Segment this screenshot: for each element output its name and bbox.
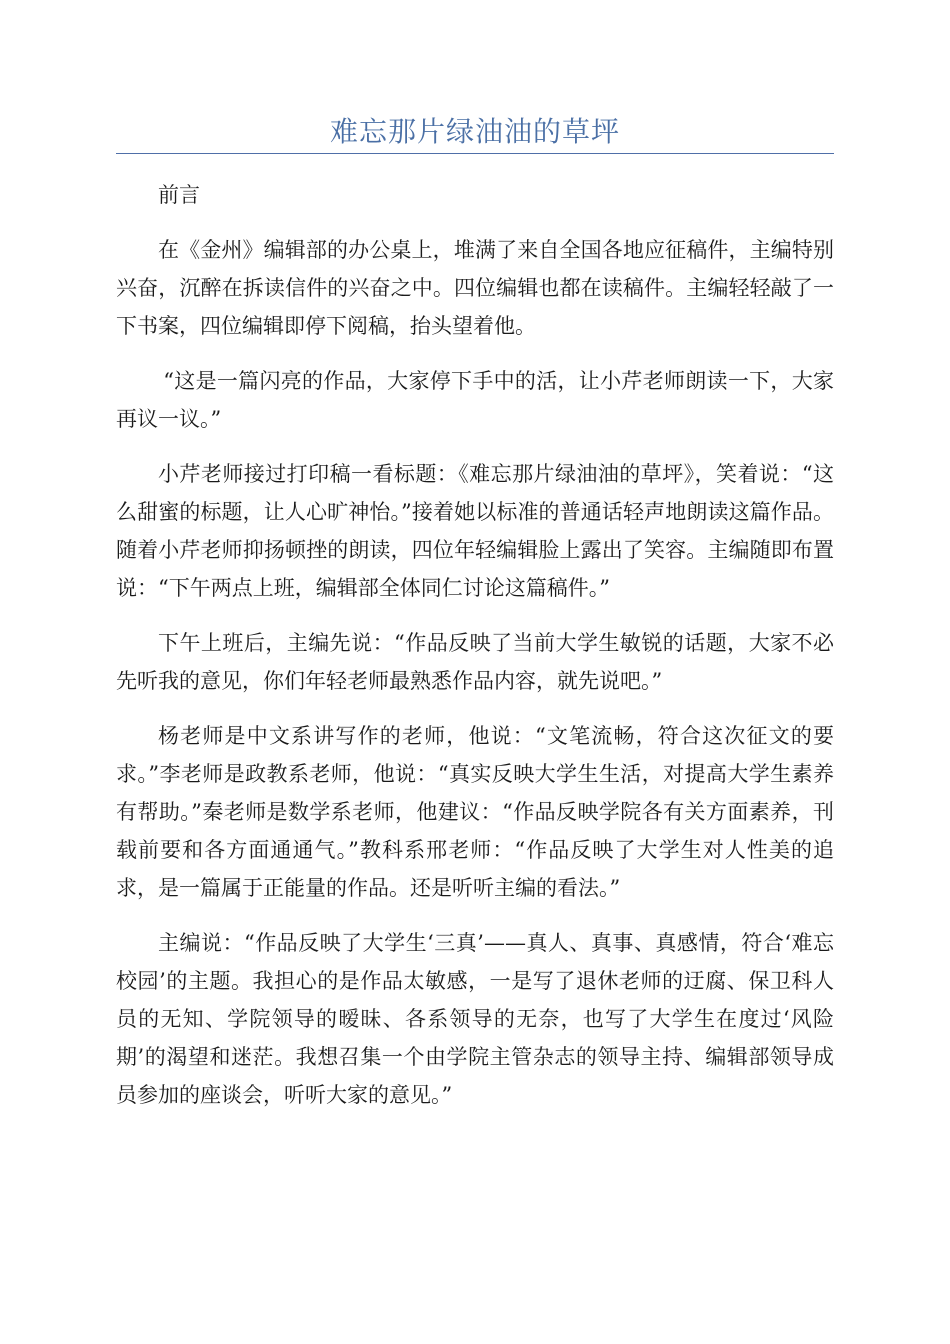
paragraph: “这是一篇闪亮的作品，大家停下手中的活，让小芹老师朗读一下，大家再议一议。” <box>116 369 834 431</box>
paragraph: 小芹老师接过打印稿一看标题：《难忘那片绿油油的草坪》，笑着说：“这么甜蜜的标题，让人心旷神怡。”接着她以标准的普通话轻声地朗读这篇作品。随着小芹老师抑扬顿挫的朗读，四位年轻编辑脸上露出了笑容。主编随即布置说：“下午两点上班，编辑部全体同仁讨论这篇稿件。” <box>116 462 834 600</box>
paragraph: 在《金州》编辑部的办公桌上，堆满了来自全国各地应征稿件，主编特别兴奋，沉醉在拆读信件的兴奋之中。四位编辑也都在读稿件。主编轻轻敲了一下书案，四位编辑即停下阅稿，抬头望着他。 <box>116 238 834 338</box>
paragraph: 下午上班后，主编先说：“作品反映了当前大学生敏锐的话题，大家不必先听我的意见，你们年轻老师最熟悉作品内容，就先说吧。” <box>116 631 834 693</box>
document-title: 难忘那片绿油油的草坪 <box>329 115 620 148</box>
paragraph: 杨老师是中文系讲写作的老师，他说：“文笔流畅，符合这次征文的要求。”李老师是政教系老师，他说：“真实反映大学生生活，对提高大学生素养有帮助。”秦老师是数学系老师，他建议：“作品反映学院各有关方面素养，刊载前要和各方面通通气。”教科系邢老师：“作品反映了大学生对人性美的追求，是一篇属于正能量的作品。还是听听主编的看法。” <box>116 724 834 900</box>
paragraph: 主编说：“作品反映了大学生‘三真’——真人、真事、真感情，符合‘难忘校园’的主题。我担心的是作品太敏感，一是写了退休老师的迂腐、保卫科人员的无知、学院领导的暧昧、各系领导的无奈，也写了大学生在度过‘风险期’的渴望和迷茫。我想召集一个由学院主管杂志的领导主持、编辑部领导成员参加的座谈会，听听大家的意见。” <box>116 931 834 1107</box>
title-underline <box>116 153 834 154</box>
paragraph-preface-heading: 前言 <box>158 183 200 207</box>
document-body <box>116 176 834 1131</box>
